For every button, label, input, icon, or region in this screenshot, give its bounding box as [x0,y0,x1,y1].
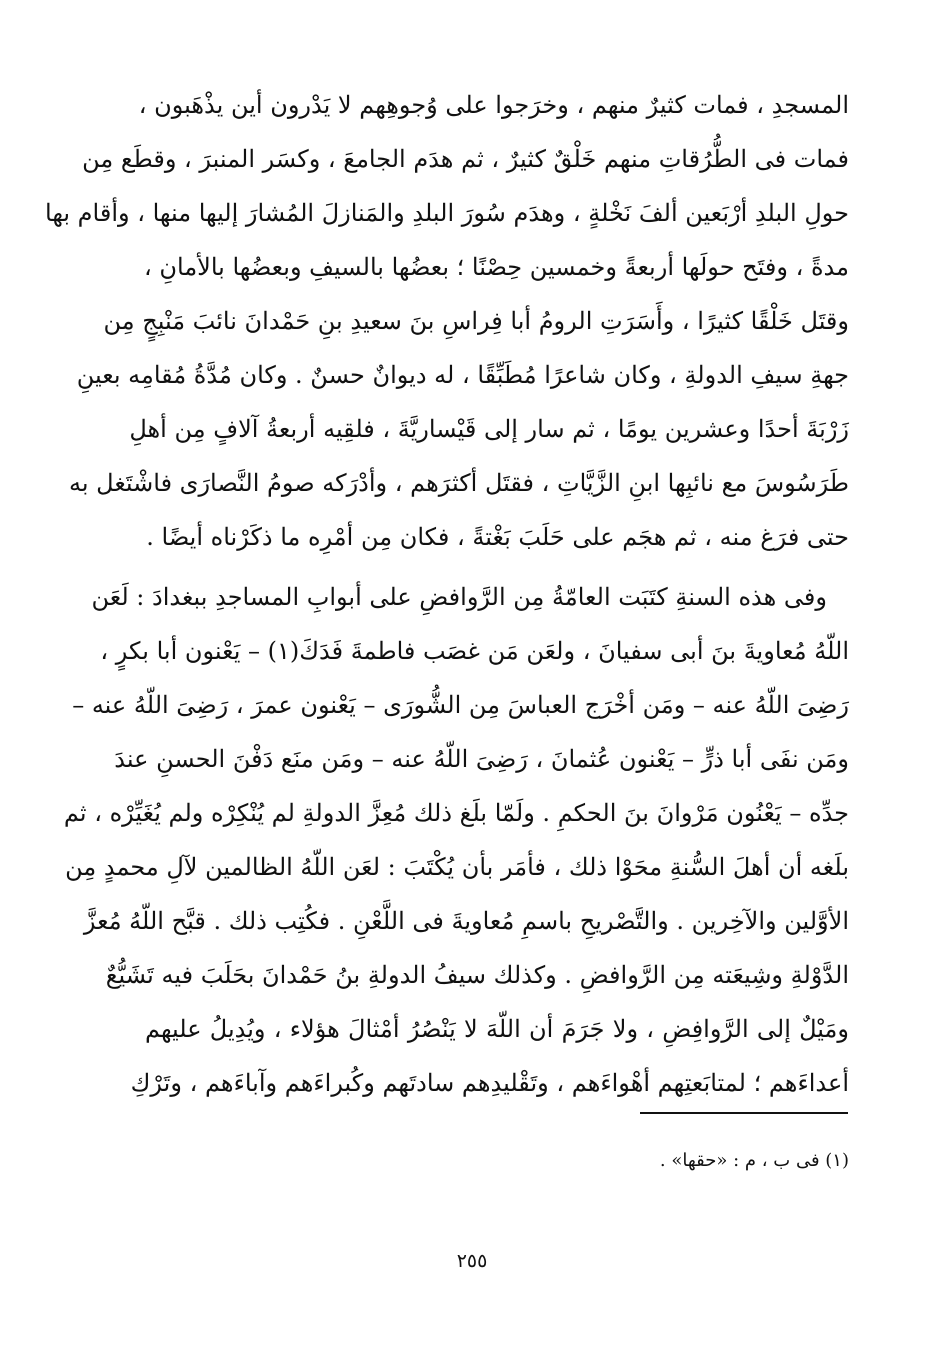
text-line: حولِ البلدِ أرْبَعين ألفَ نَخْلةٍ ، وهدَم سُورَ البلدِ والمَنازلَ المُشارَ إليها منها ، وأقام بها [45,199,849,227]
paragraph-1 [45,78,849,564]
text-line: المسجدِ ، فمات كثيرٌ منهم ، وخرَجوا على وُجوهِهم لا يَدْرون أين يذْهَبون ، [138,91,849,119]
text-line: حتى فرَغ منه ، ثم هجَم على حَلَبَ بَغْتةً ، فكان مِن أمْرِه ما ذكَرْناه أيضًا . [146,523,849,551]
text-line: ومَيْلٌ إلى الرَّوافِضِ ، ولا جَرَمَ أن اللّهَ لا يَنْصُرُ أمْثالَ هؤلاء ، ويُدِيلُ عليهم [145,1015,849,1043]
text-line: فمات فى الطُّرُقاتِ منهم خَلْقٌ كثيرٌ ، ثم هدَم الجامعَ ، وكسَر المنبرَ ، وقطَع مِن [82,145,849,173]
text-line: رَضِىَ اللّهُ عنه – ومَن أخْرَج العباسَ مِن الشُّورَى – يَعْنون عمرَ ، رَضِىَ اللّهُ عنه – [72,691,849,719]
text-line: أعداءَهم ؛ لمتابَعتِهم أهْواءَهم ، وتَقْليدِهم سادتَهم وكُبراءَهم وآباءَهم ، وتَرْكِ [130,1069,849,1097]
text-line: طَرَسُوسَ مع نائبِها ابنِ الزَّيَّاتِ ، فقتَل أكثرَهم ، وأدْرَكه صومُ النَّصارَى فاشْتَغل به [68,469,849,497]
text-line: جدِّه – يَعْنُون مَرْوانَ بنَ الحكمِ . ولَمّا بلَغ ذلك مُعِزَّ الدولةِ لم يُنْكِرْه ولم يُغَيِّرْه ، ثم [63,799,849,827]
text-line: وفى هذه السنةِ كتَبَت العامّةُ مِن الرَّوافضِ على أبوابِ المساجدِ ببغدادَ : لَعَن [91,583,827,611]
text-line: وقتَل خَلْقًا كثيرًا ، وأَسَرَتِ الرومُ أبا فِراسِ بنَ سعيدِ بنِ حَمْدانَ نائبَ مَنْبِجٍ مِن [103,307,849,335]
footnote: (١) فى ب ، م : «حقها» . [659,1150,849,1171]
page-number: ٢٥٥ [456,1250,488,1272]
paragraph-2 [63,570,849,1110]
text-line: مدةً ، وفتَح حولَها أربعةً وخمسين حِصْنًا ؛ بعضُها بالسيفِ وبعضُها بالأمانِ ، [144,253,849,281]
text-line: اللّهُ مُعاويةَ بنَ أبى سفيانَ ، ولعَن مَن غصَب فاطمةَ فَدَكَ(١) – يَعْنون أبا بكرٍ ، [100,637,849,665]
text-line: بلَغه أن أهلَ السُّنةِ محَوْا ذلك ، فأمَر بأن يُكْتَبَ : لعَن اللّهُ الظالمين لآلِ محمدٍ مِن [65,853,849,881]
text-line: الدَّوْلةِ وشِيعَته مِن الرَّوافضِ . وكذلك سيفُ الدولةِ بنُ حَمْدانَ بحَلَبَ فيه تَشَيُّعٌ [105,961,849,989]
text-line: جهةِ سيفِ الدولةِ ، وكان شاعرًا مُطَبِّقًا ، له ديوانٌ حسنٌ . وكان مُدَّةُ مُقامِه بعينِ [76,361,849,389]
text-line: الأوَّلين والآخِرين . والتَّصْريحِ باسمِ مُعاويةَ فى اللَّعْنِ . فكُتِب ذلك . قبَّح اللّهُ مُعزَّ [83,907,849,935]
text-line: ومَن نفَى أبا ذرٍّ – يَعْنون عُثمانَ ، رَضِىَ اللّهُ عنه – ومَن منَع دَفْنَ الحسنِ عندَ [114,745,849,773]
text-line: زَرْبَةَ أحدًا وعشرين يومًا ، ثم سار إلى قَيْساريَّةَ ، فلقِيه أربعةُ آلافٍ مِن أهلِ [129,415,849,443]
footnote-separator [640,1112,848,1114]
